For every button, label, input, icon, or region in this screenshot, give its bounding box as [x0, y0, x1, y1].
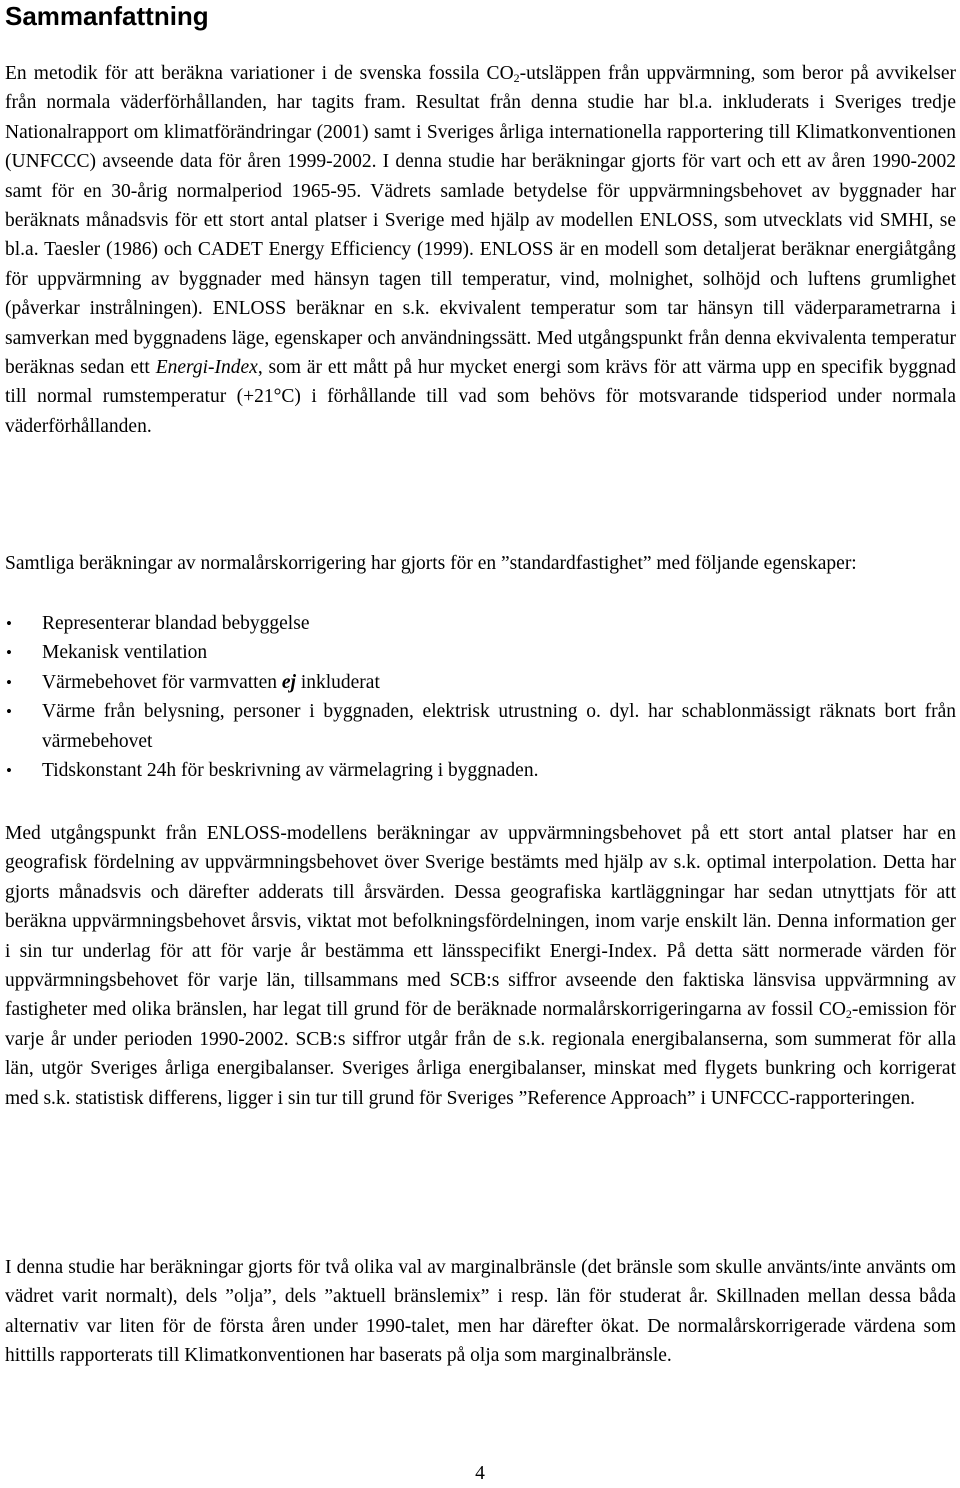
list-item	[5, 668, 956, 697]
bullet-icon: •	[6, 643, 12, 663]
list-item-text-end: inkluderat	[295, 671, 380, 693]
bullet-icon: •	[6, 614, 12, 633]
list-item-text: Värme från belysning, personer i byggnaden, elektrisk utrustning o. dyl. har schablonmässigt räknats bort från värmebehovet	[42, 701, 956, 752]
emphasis-ej: ej	[281, 671, 296, 693]
list-item	[5, 609, 956, 638]
section-heading: Sammanfattning	[5, 1, 209, 31]
list-item	[5, 638, 956, 667]
list-item-text: Representerar blandad bebyggelse	[42, 613, 310, 634]
list-item-text: Mekanisk ventilation	[42, 642, 208, 664]
paragraph-geographic-distribution	[5, 819, 956, 1113]
paragraph-intro-text-a: En metodik för att beräkna variationer i de svenska fossila CO	[5, 63, 514, 84]
bullet-icon: •	[6, 702, 12, 722]
paragraph-marginal-fuel: I denna studie har beräkningar gjorts för två olika val av marginalbränsle (det bränsle som skulle använts/inte använts om vädret varit normalt), dels ”olja”, dels ”aktuell bränslemix” i resp. län för studerat år. Skillnaden mellan dessa båda alternativ var liten för de första åren under 1990-talet, men har därefter ökat. De normalårskorrigerade värdena som hittills rapporterats till Klimatkonventionen har baserats på olja som marginalbränsle.	[5, 1257, 956, 1367]
page-number: 4	[475, 1463, 485, 1484]
list-item-text: Tidskonstant 24h för beskrivning av värmelagring i byggnaden.	[42, 760, 539, 782]
paragraph-intro	[5, 59, 956, 441]
list-item	[5, 697, 956, 756]
energi-index-term: Energi-Index	[155, 357, 258, 379]
paragraph-intro-text-b: -utsläppen från uppvärmning, som beror på avvikelser från normala väderförhållanden, har tagits fram. Resultat från denna studie har bl.a. inkluderats i Sveriges tredje Nationalrapport om klimatförändringar (2001) samt i Sveriges årliga internationella rapportering till Klimatkonventionen (UNFCCC) avseende data för åren 1999-2002. I denna studie har beräkningar gjorts för vart och ett av åren 1990-2002 samt för en 30-årig normalperiod 1965-95. Vädrets samlade betydelse för uppvärmningsbehovet av byggnader har beräknats månadsvis för ett stort antal platser i Sverige med hjälp av modellen ENLOSS, som utvecklats vid SMHI, se bl.a. Taesler (1986) och CADET Energy Efficiency (1999). ENLOSS är en modell som detaljerat beräknar energiåtgång för uppvärmning av byggnader med hänsyn tagen till temperatur, vind, molnighet, solhöjd och luftens grumlighet (påverkar instrålningen). ENLOSS beräknar en s.k. ekvivalent temperatur som tar hänsyn till väderparametrarna i samverkan med byggnadens läge, egenskaper och användningssätt. Med utgångspunkt från denna ekvivalenta temperatur beräknas sedan ett	[5, 63, 956, 379]
paragraph-standard-property: Samtliga beräkningar av normalårskorrigering har gjorts för en ”standardfastighet” med följande egenskaper:	[5, 553, 857, 574]
bullet-icon: •	[6, 672, 12, 692]
co2-subscript: 2	[845, 1007, 852, 1022]
list-item	[5, 756, 956, 785]
property-list	[5, 609, 956, 785]
paragraph-intro-text-c: , som är ett mått på hur mycket energi som krävs för att värma upp en specifik byggnad till normal rumstemperatur (+21°C) i förhållande till vad som behövs för motsvarande tidsperiod under normala väderförhållanden.	[5, 357, 957, 437]
bullet-icon: •	[6, 761, 12, 781]
list-item-text: Värmebehovet för varmvatten	[42, 671, 282, 693]
co2-subscript: 2	[513, 71, 520, 85]
paragraph-geo-text-a: Med utgångspunkt från ENLOSS-modellens beräkningar av uppvärmningsbehovet på ett stort antal platser har en geografisk fördelning av uppvärmningsbehovet över Sverige bestämts med hjälp av s.k. optimal interpolation. Detta har gjorts månadsvis och därefter adderats till årsvärden. Dessa geografiska kartläggningar har sedan utnyttjats för att beräkna uppvärmningsbehovet årsvis, viktat mot befolkningsfördelningen, inom varje enskilt län. Denna information ger i sin tur underlag för att för varje år bestämma ett länsspecifikt Energi-Index. På detta sätt normerade värden för uppvärmningsbehovet för varje län, tillsammans med SCB:s siffror avseende den faktiska länsvisa uppvärmning av fastigheter med olika bränslen, har legat till grund för de beräknade normalårskorrigeringarna av fossil CO	[5, 823, 956, 1021]
paragraph-geo-text-b: -emission för varje år under perioden 1990-2002. SCB:s siffror utgår från de s.k. regionala energibalanserna, som summerat för alla län, utgör Sveriges årliga energibalanser. Sveriges årliga energibalanser, minskat med flygets bunkring och korrigerat med s.k. statistisk differens, ligger i sin tur till grund för Sveriges ”Reference Approach” i UNFCCC-rapporteringen.	[5, 999, 956, 1109]
